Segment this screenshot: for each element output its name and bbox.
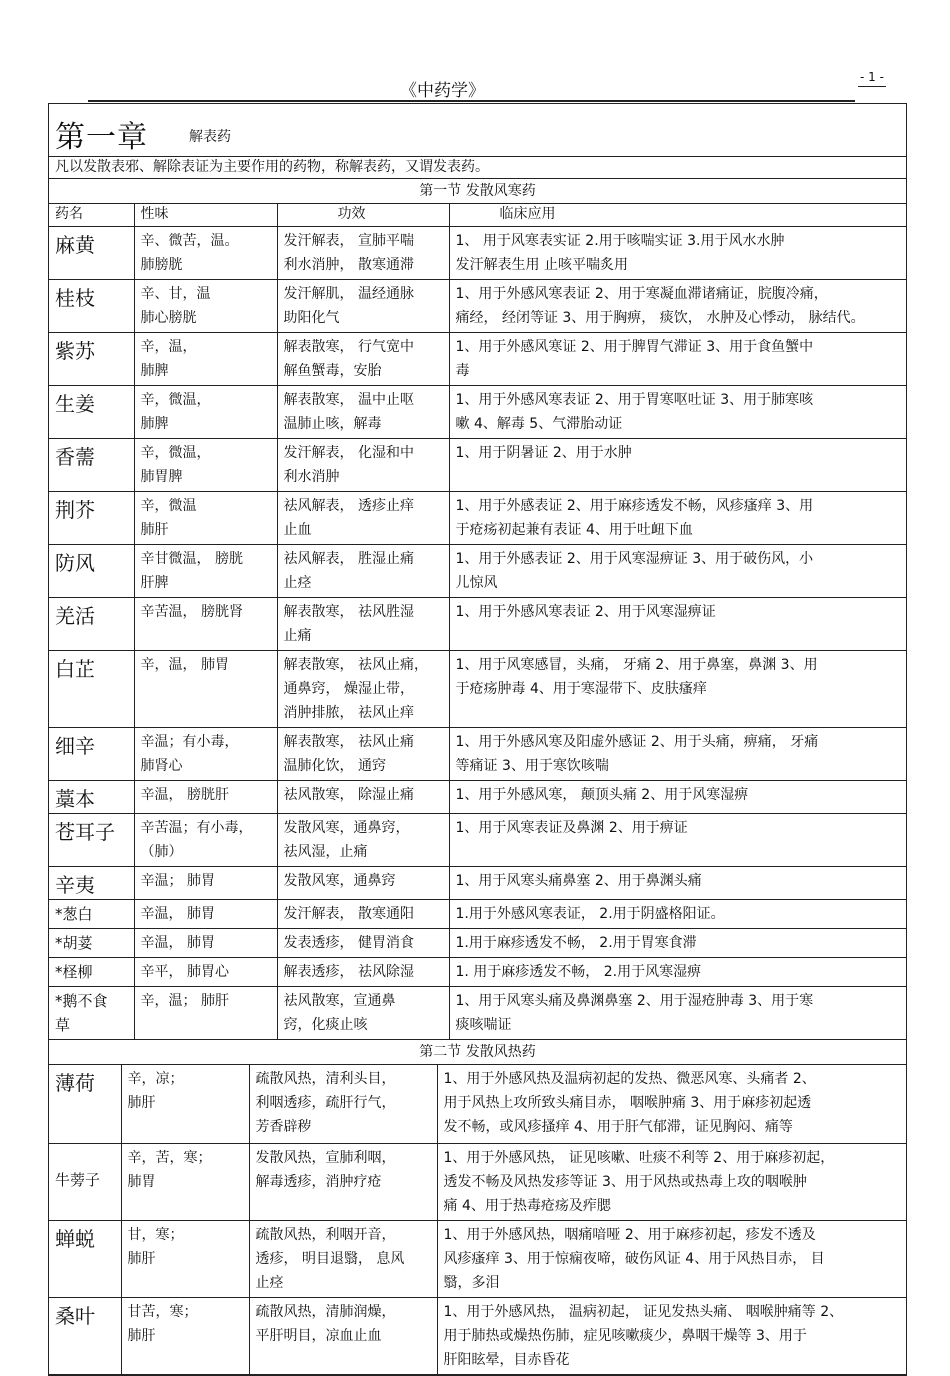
herb-row [49, 280, 906, 333]
herb-name: 苍耳子 [49, 814, 134, 867]
herb-usage: 1、用于外感表证 2、用于麻疹透发不畅，风疹瘙痒 3、用 于疮疡初起兼有表证 4、用于吐衄下血 [449, 492, 906, 545]
herb-row [49, 728, 906, 781]
herb-nature: 辛温， 膀胱肝 [134, 781, 277, 814]
herb-usage: 1、用于风寒头痛及鼻渊鼻塞 2、用于湿疮肿毒 3、用于寒 痰咳喘证 [449, 987, 906, 1040]
herb-usage: 1、用于外感风寒表证 2、用于胃寒呕吐证 3、用于肺寒咳 嗽 4、解毒 5、气滞胎动证 [449, 386, 906, 439]
herb-effect: 解表散寒， 祛风止痛 温肺化饮， 通窍 [277, 728, 449, 781]
herb-row [49, 781, 906, 814]
herb-effect: 解表散寒， 温中止呕 温肺止咳，解毒 [277, 386, 449, 439]
herb-row [49, 439, 906, 492]
content-frame [48, 103, 907, 1376]
herb-nature: 辛温， 肺胃 [134, 929, 277, 958]
herb-row [49, 929, 906, 958]
herb-nature: 辛，凉； 肺肝 [121, 1065, 249, 1143]
herb-usage: 1. 用于麻疹透发不畅， 2.用于风寒湿痹 [449, 958, 906, 987]
herb-nature: 辛苦温；有小毒， （肺） [134, 814, 277, 867]
herb-name: 生姜 [49, 386, 134, 439]
herb-name: 蝉蜕 [49, 1220, 121, 1297]
herb-usage: 1、用于外感风寒证 2、用于脾胃气滞证 3、用于食鱼蟹中 毒 [449, 333, 906, 386]
chapter-topic: 解表药 [189, 129, 231, 145]
herb-effect: 发表透疹， 健胃消食 [277, 929, 449, 958]
herb-row [49, 1065, 906, 1143]
table-header-row [49, 204, 906, 227]
herb-row [49, 227, 906, 280]
herb-usage: 1、用于外感风寒表证 2、用于寒凝血滞诸痛证，脘腹冷痛， 痛经， 经闭等证 3、用于胸痹， 痰饮， 水肿及心悸动， 脉结代。 [449, 280, 906, 333]
herb-effect: 发汗解肌， 温经通脉 助阳化气 [277, 280, 449, 333]
chapter-title: 第一章 [55, 120, 148, 155]
herb-row [49, 598, 906, 651]
herb-name: 辛夷 [49, 867, 134, 900]
herb-name: *葱白 [49, 900, 134, 929]
herb-effect: 疏散风热，清肺润燥， 平肝明目，凉血止血 [249, 1297, 437, 1374]
herb-effect: 发散风热，宣肺利咽， 解毒透疹，消肿疗疮 [249, 1143, 437, 1220]
chapter-intro: 凡以发散表邪、解除表证为主要作用的药物，称解表药，又谓发表药。 [55, 159, 489, 175]
section-title-1: 第一节 发散风寒药 [49, 179, 906, 204]
herb-name: *鹅不食 草 [49, 987, 134, 1040]
herb-usage: 1、用于外感风寒及阳虚外感证 2、用于头痛，痹痛， 牙痛 等痛证 3、用于寒饮咳喘 [449, 728, 906, 781]
herb-name: 香薷 [49, 439, 134, 492]
herb-row [49, 1297, 906, 1374]
herb-usage: 1、用于外感风热， 温病初起， 证见发热头痛、 咽喉肿痛等 2、 用于肺热或燥热伤肺，症见咳嗽痰少，鼻咽干燥等 3、用于 肝阳眩晕，目赤昏花 [437, 1297, 906, 1374]
herb-usage: 1、用于风寒头痛鼻塞 2、用于鼻渊头痛 [449, 867, 906, 900]
herb-effect: 祛风解表， 胜湿止痛 止痉 [277, 545, 449, 598]
herb-row [49, 333, 906, 386]
column-header: 药名 [49, 204, 134, 227]
chapter-heading-row [49, 104, 906, 157]
herb-nature: 辛温；有小毒， 肺肾心 [134, 728, 277, 781]
herb-effect: 疏散风热，利咽开音， 透疹， 明目退翳， 息风 止痉 [249, 1220, 437, 1297]
herb-table-wind-heat [49, 1065, 906, 1375]
herb-nature: 辛，微温， 肺脾 [134, 386, 277, 439]
herb-effect: 解表散寒， 祛风胜湿 止痛 [277, 598, 449, 651]
herb-effect: 祛风解表， 透疹止痒 止血 [277, 492, 449, 545]
herb-nature: 辛，温， 肺脾 [134, 333, 277, 386]
herb-nature: 辛，温， 肺胃 [134, 651, 277, 728]
herb-nature: 辛，微温 肺肝 [134, 492, 277, 545]
herb-nature: 辛平， 肺胃心 [134, 958, 277, 987]
page-number: - 1 - [858, 70, 886, 87]
herb-usage: 1、用于外感风热， 证见咳嗽、吐痰不利等 2、用于麻疹初起， 透发不畅及风热发疹等证 3、用于风热或热毒上攻的咽喉肿 痛 4、用于热毒疮疡及痄腮 [437, 1143, 906, 1220]
herb-nature: 甘苦，寒； 肺肝 [121, 1297, 249, 1374]
herb-name: 麻黄 [49, 227, 134, 280]
herb-nature: 辛、微苦，温。 肺膀胱 [134, 227, 277, 280]
herb-usage: 1、用于风寒表证及鼻渊 2、用于痹证 [449, 814, 906, 867]
herb-nature: 辛，微温， 肺胃脾 [134, 439, 277, 492]
herb-effect: 解表透疹， 祛风除湿 [277, 958, 449, 987]
herb-name: *柽柳 [49, 958, 134, 987]
herb-row [49, 987, 906, 1040]
herb-nature: 辛温， 肺胃 [134, 900, 277, 929]
herb-usage: 1、用于外感表证 2、用于风寒湿痹证 3、用于破伤风，小 儿惊风 [449, 545, 906, 598]
herb-nature: 甘，寒； 肺肝 [121, 1220, 249, 1297]
herb-usage: 1.用于外感风寒表证， 2.用于阴盛格阳证。 [449, 900, 906, 929]
herb-usage: 1、 用于风寒表实证 2.用于咳喘实证 3.用于风水水肿 发汗解表生用 止咳平喘炙用 [449, 227, 906, 280]
column-header: 临床应用 [449, 204, 906, 227]
herb-effect: 发汗解表， 散寒通阳 [277, 900, 449, 929]
herb-row [49, 492, 906, 545]
herb-effect: 祛风散寒， 除湿止痛 [277, 781, 449, 814]
document-title: 《中药学》 [400, 81, 485, 101]
herb-name: 桂枝 [49, 280, 134, 333]
herb-usage: 1、用于外感风寒， 颠顶头痛 2、用于风寒湿痹 [449, 781, 906, 814]
herb-row [49, 867, 906, 900]
herb-effect: 祛风散寒，宣通鼻 窍，化痰止咳 [277, 987, 449, 1040]
herb-name: 防风 [49, 545, 134, 598]
herb-effect: 发散风寒，通鼻窍， 祛风湿，止痛 [277, 814, 449, 867]
herb-name: 藁本 [49, 781, 134, 814]
column-header: 功效 [277, 204, 449, 227]
herb-usage: 1、用于外感风热，咽痛喑哑 2、用于麻疹初起，疹发不透及 风疹瘙痒 3、用于惊痫夜啼，破伤风证 4、用于风热目赤， 目 翳，多泪 [437, 1220, 906, 1297]
herb-name: 羌活 [49, 598, 134, 651]
herb-name: 紫苏 [49, 333, 134, 386]
herb-nature: 辛苦温， 膀胱肾 [134, 598, 277, 651]
herb-nature: 辛、甘，温 肺心膀胱 [134, 280, 277, 333]
herb-name: 桑叶 [49, 1297, 121, 1374]
herb-usage: 1、用于外感风热及温病初起的发热、微恶风寒、头痛者 2、 用于风热上攻所致头痛目赤， 咽喉肿痛 3、用于麻疹初起透 发不畅，或风疹搔痒 4、用于肝气郁滞，证见胸闷、痛等 [437, 1065, 906, 1143]
herb-usage: 1、用于阴暑证 2、用于水肿 [449, 439, 906, 492]
herb-name: 细辛 [49, 728, 134, 781]
herb-name: *胡荽 [49, 929, 134, 958]
herb-row [49, 386, 906, 439]
herb-nature: 辛甘微温， 膀胱 肝脾 [134, 545, 277, 598]
herb-effect: 发汗解表， 宣肺平喘 利水消肿， 散寒通滞 [277, 227, 449, 280]
herb-nature: 辛，温； 肺肝 [134, 987, 277, 1040]
herb-effect: 解表散寒， 祛风止痛， 通鼻窍， 燥湿止带， 消肿排脓， 祛风止痒 [277, 651, 449, 728]
herb-row [49, 958, 906, 987]
herb-effect: 疏散风热，清利头目， 利咽透疹，疏肝行气， 芳香辟秽 [249, 1065, 437, 1143]
herb-row [49, 1220, 906, 1297]
herb-row [49, 1143, 906, 1220]
herb-nature: 辛，苦，寒； 肺胃 [121, 1143, 249, 1220]
herb-table-wind-cold [49, 204, 906, 1040]
herb-name: 薄荷 [49, 1065, 121, 1143]
column-header: 性味 [134, 204, 277, 227]
herb-effect: 解表散寒， 行气宽中 解鱼蟹毒，安胎 [277, 333, 449, 386]
herb-effect: 发汗解表， 化湿和中 利水消肿 [277, 439, 449, 492]
herb-row [49, 900, 906, 929]
herb-name: 荆芥 [49, 492, 134, 545]
section-title-2: 第二节 发散风热药 [49, 1040, 906, 1065]
herb-row [49, 814, 906, 867]
chapter-intro-row [49, 156, 906, 179]
herb-row [49, 545, 906, 598]
herb-name: 牛蒡子 [49, 1143, 121, 1220]
herb-row [49, 651, 906, 728]
herb-effect: 发散风寒，通鼻窍 [277, 867, 449, 900]
herb-usage: 1、用于外感风寒表证 2、用于风寒湿痹证 [449, 598, 906, 651]
herb-usage: 1、用于风寒感冒，头痛， 牙痛 2、用于鼻塞，鼻渊 3、用 于疮疡肿毒 4、用于寒湿带下、皮肤瘙痒 [449, 651, 906, 728]
herb-name: 白芷 [49, 651, 134, 728]
herb-usage: 1.用于麻疹透发不畅， 2.用于胃寒食滞 [449, 929, 906, 958]
herb-nature: 辛温； 肺胃 [134, 867, 277, 900]
